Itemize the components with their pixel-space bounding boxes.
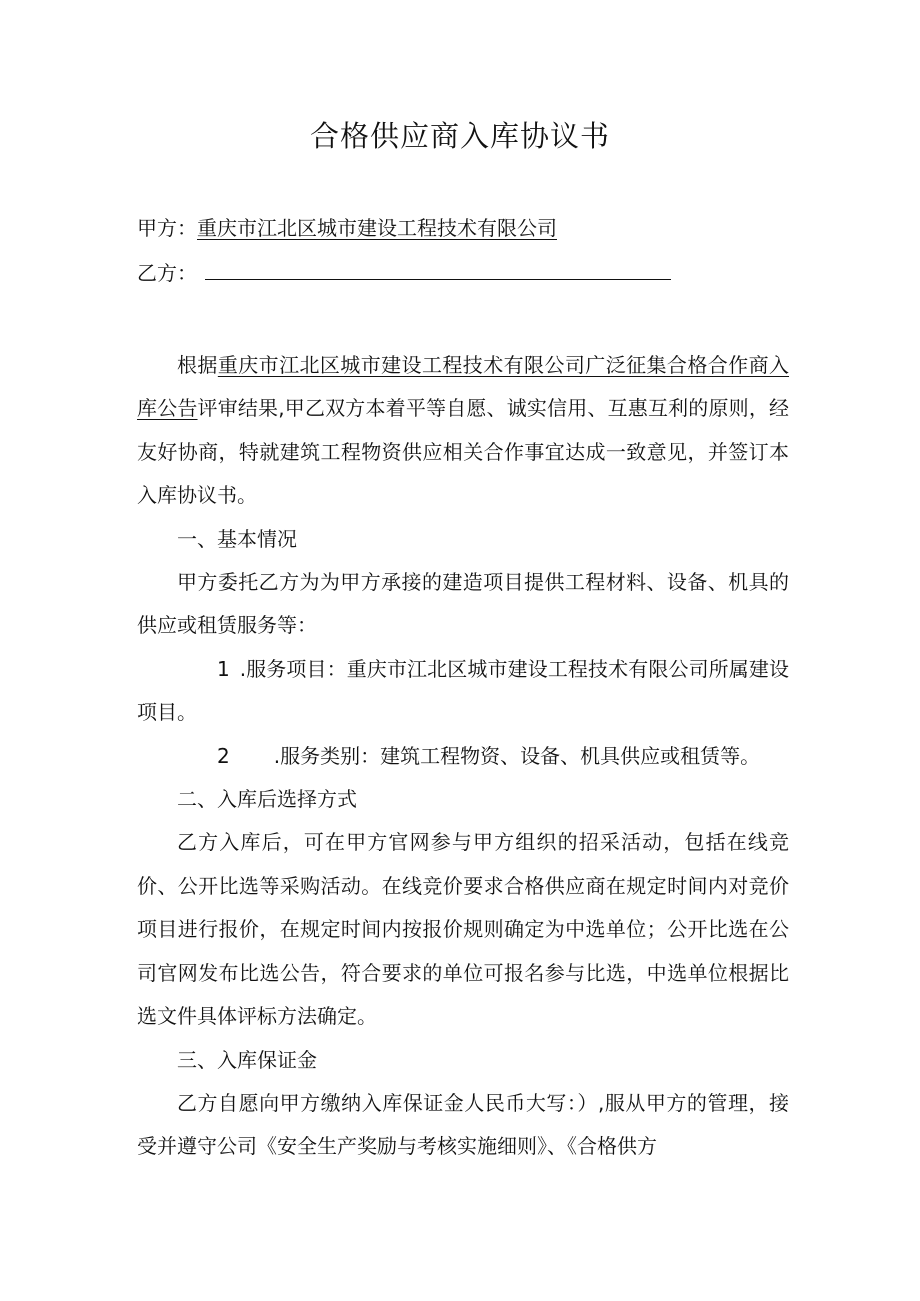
intro-rest: 评审结果,甲乙双方本着平等自愿、诚实信用、互惠互利的原则，经友好协商，特就建筑工程物资供应相关合作事宜达成一致意见，并签订本入库协议书。 bbox=[137, 396, 790, 508]
item2-number: 2 bbox=[217, 743, 230, 768]
intro-paragraph bbox=[137, 344, 789, 518]
document-body bbox=[137, 344, 789, 1169]
party-a-name: 重庆市江北区城市建设工程技术有限公司 bbox=[197, 216, 557, 240]
item1-number: 1 bbox=[217, 656, 230, 681]
item2-paragraph bbox=[137, 735, 789, 778]
intro-announcement: 重庆市江北区城市建设工程技术有限公司广泛征集合格合作商入库公告 bbox=[137, 353, 790, 421]
intro-prefix: 根据 bbox=[177, 353, 218, 377]
document-title: 合格供应商入库协议书 bbox=[309, 119, 610, 153]
party-b-blank bbox=[205, 261, 671, 280]
party-b-label: 乙方： bbox=[137, 261, 197, 285]
section2-heading: 二、入库后选择方式 bbox=[177, 787, 357, 812]
party-a-line bbox=[137, 213, 557, 243]
item1-paragraph bbox=[137, 648, 789, 735]
section1-paragraph: 甲方委托乙方为为甲方承接的建造项目提供工程材料、设备、机具的供应或租赁服务等： bbox=[137, 570, 789, 638]
section3-heading: 三、入库保证金 bbox=[177, 1047, 317, 1072]
section1-heading: 一、基本情况 bbox=[177, 526, 297, 551]
item2-text: .服务类别：建筑工程物资、设备、机具供应或租赁等。 bbox=[273, 743, 761, 768]
section3-paragraph: 乙方自愿向甲方缴纳入库保证金人民币大写：）,服从甲方的管理，接受并遵守公司《安全生产奖励与考核实施细则》、《合格供方 bbox=[137, 1090, 789, 1159]
party-b-line bbox=[137, 258, 671, 288]
item1-text: .服务项目：重庆市江北区城市建设工程技术有限公司所属建设项目。 bbox=[137, 656, 789, 725]
party-a-label: 甲方： bbox=[137, 216, 197, 240]
section2-paragraph: 乙方入库后，可在甲方官网参与甲方组织的招采活动，包括在线竞价、公开比选等采购活动。在线竞价要求合格供应商在规定时间内对竞价项目进行报价，在规定时间内按报价规则确定为中选单位；公开比选在公司官网发布比选公告，符合要求的单位可报名参与比选，中选单位根据比选文件具体评标方法确定。 bbox=[137, 830, 789, 1029]
